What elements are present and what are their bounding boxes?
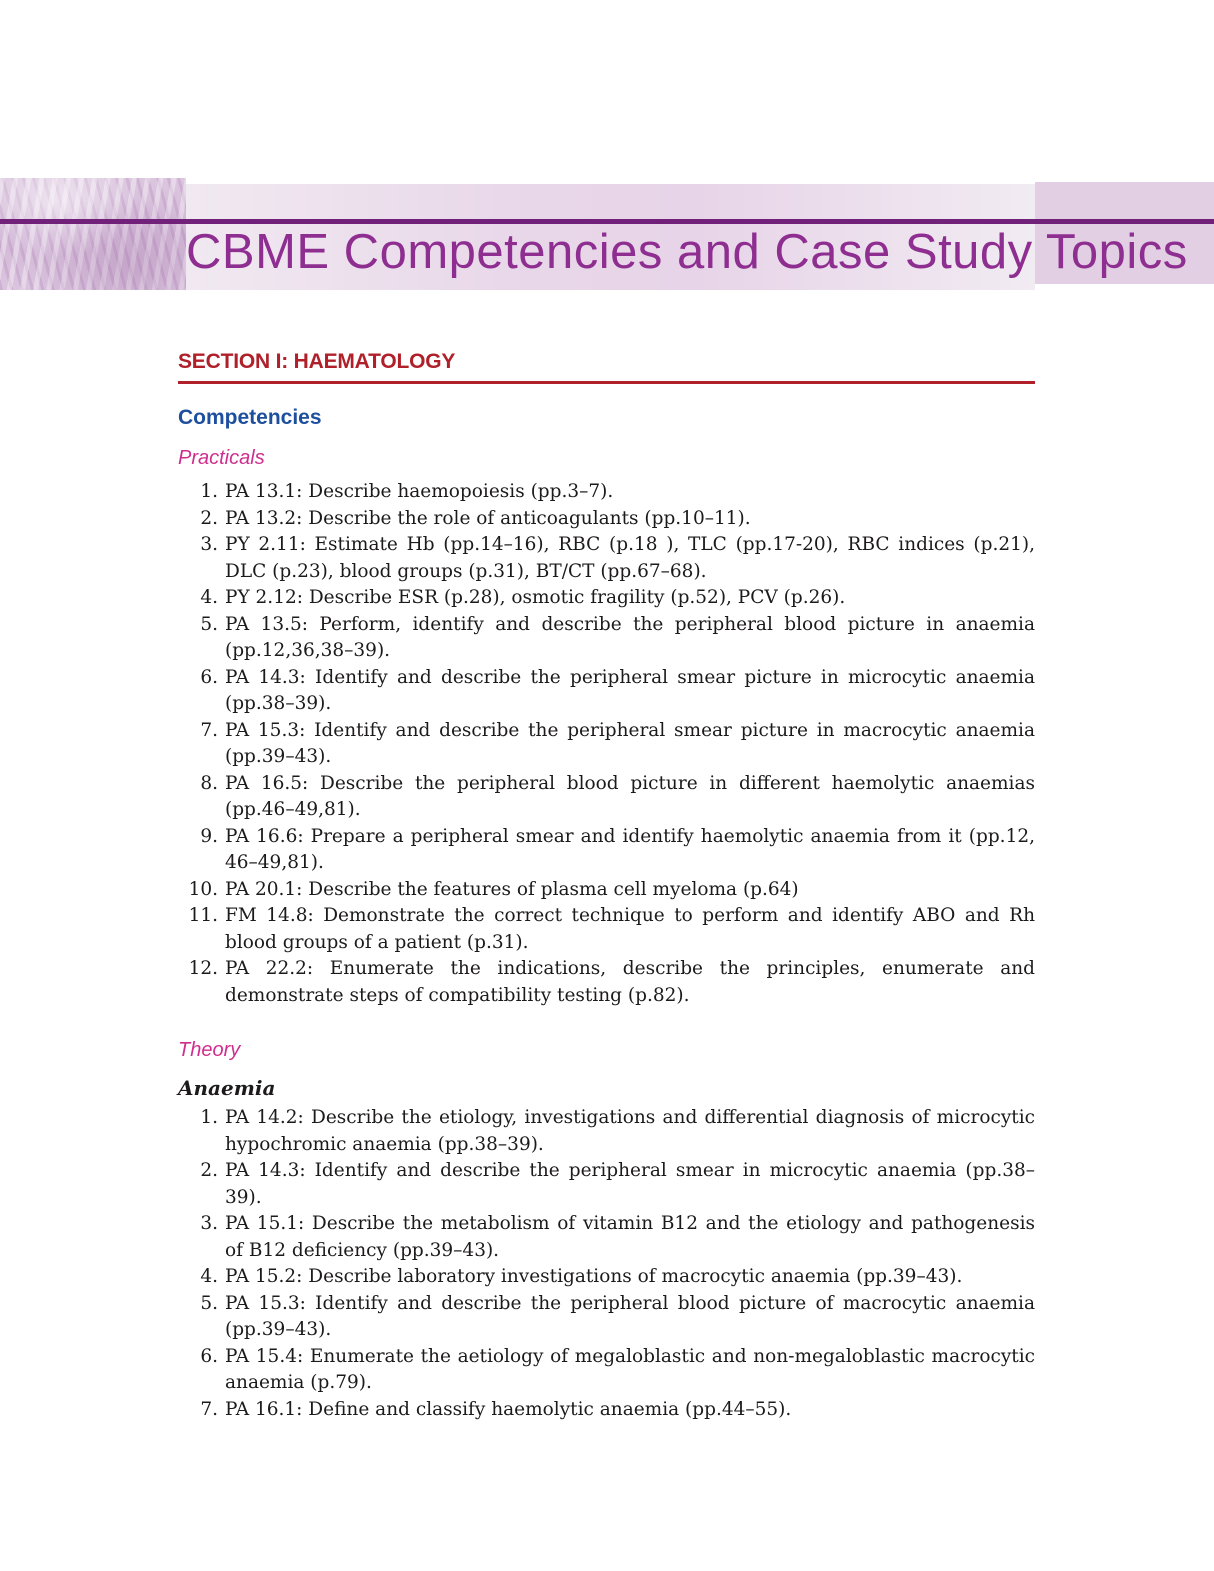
- list-item-number: 8.: [200, 772, 218, 794]
- list-item-text: PA 15.2: Describe laboratory investigations of macrocytic anaemia (pp.39–43).: [225, 1266, 963, 1287]
- list-item-text: PA 13.1: Describe haemopoiesis (pp.3–7).: [225, 481, 614, 502]
- list-item-number: 10.: [188, 878, 218, 900]
- competencies-heading: Competencies: [178, 406, 322, 429]
- list-item: [178, 1105, 1035, 1158]
- list-item: [178, 824, 1035, 877]
- list-item-text: PA 13.2: Describe the role of anticoagulants (pp.10–11).: [225, 507, 751, 529]
- list-item-text: PY 2.12: Describe ESR (p.28), osmotic fragility (p.52), PCV (p.26).: [225, 587, 846, 608]
- practicals-heading: Practicals: [178, 447, 265, 469]
- list-item: [178, 1291, 1035, 1344]
- list-item: [178, 718, 1035, 771]
- list-item-text: PA 20.1: Describe the features of plasma cell myeloma (p.64): [225, 878, 799, 900]
- list-item-number: 5.: [200, 613, 218, 635]
- list-item-text: PA 14.3: Identify and describe the peripheral smear picture in microcytic anaemia (pp.38–39).: [225, 666, 1035, 714]
- list-item: [178, 1211, 1035, 1264]
- list-item-text: PA 16.5: Describe the peripheral blood picture in different haemolytic anaemias (pp.46–49,81).: [225, 772, 1035, 820]
- list-item-text: PA 15.4: Enumerate the aetiology of megaloblastic and non-megaloblastic macrocytic anaemia (p.79).: [225, 1345, 1035, 1393]
- list-item: [178, 479, 1035, 506]
- section-heading: SECTION I: HAEMATOLOGY: [178, 350, 1035, 384]
- banner-horizontal-rule: [0, 219, 1214, 224]
- list-item: [178, 771, 1035, 824]
- list-item-number: 6.: [200, 666, 218, 688]
- list-item-text: PY 2.11: Estimate Hb (pp.14–16), RBC (p.18 ), TLC (pp.17-20), RBC indices (p.21), DLC (p.23), blood groups (p.31), BT/CT (pp.67–68).: [225, 534, 1035, 582]
- banner-marble-texture: [0, 178, 186, 290]
- list-item-text: PA 16.1: Define and classify haemolytic anaemia (pp.44–55).: [225, 1398, 792, 1420]
- list-item-text: PA 15.1: Describe the metabolism of vitamin B12 and the etiology and pathogenesis of B12 deficiency (pp.39–43).: [225, 1213, 1035, 1261]
- list-item-number: 7.: [200, 1398, 218, 1420]
- theory-heading: Theory: [178, 1039, 241, 1061]
- list-item-number: 2.: [200, 507, 218, 529]
- header-banner: [0, 178, 1214, 290]
- list-item-number: 4.: [200, 587, 218, 608]
- list-item-number: 1.: [200, 1107, 218, 1128]
- list-item-number: 9.: [200, 825, 218, 847]
- list-item-text: PA 14.3: Identify and describe the peripheral smear in microcytic anaemia (pp.38–39).: [225, 1160, 1035, 1208]
- list-item: [178, 877, 1035, 904]
- list-item-number: 3.: [200, 1213, 218, 1234]
- list-item: [178, 1158, 1035, 1211]
- list-item-text: PA 16.6: Prepare a peripheral smear and identify haemolytic anaemia from it (pp.12, 46–49,81).: [225, 825, 1035, 873]
- list-item-text: PA 15.3: Identify and describe the peripheral blood picture of macrocytic anaemia (pp.39–43).: [225, 1292, 1035, 1340]
- list-item: [178, 956, 1035, 1009]
- page-title: CBME Competencies and Case Study Topics: [186, 225, 1188, 279]
- list-item-number: 5.: [200, 1292, 218, 1314]
- list-item-text: PA 22.2: Enumerate the indications, describe the principles, enumerate and demonstrate steps of compatibility testing (p.82).: [225, 958, 1035, 1006]
- list-item: [178, 612, 1035, 665]
- practicals-list: [178, 479, 1035, 1009]
- list-item-number: 4.: [200, 1266, 218, 1287]
- list-item-text: FM 14.8: Demonstrate the correct technique to perform and identify ABO and Rh blood groups of a patient (p.31).: [225, 905, 1035, 953]
- list-item-number: 2.: [200, 1160, 218, 1181]
- list-item-number: 12.: [188, 958, 218, 979]
- list-item-text: PA 15.3: Identify and describe the peripheral smear picture in macrocytic anaemia (pp.39–43).: [225, 719, 1035, 767]
- page-content: [178, 350, 1035, 1423]
- list-item: [178, 665, 1035, 718]
- list-item-text: PA 14.2: Describe the etiology, investigations and differential diagnosis of microcytic hypochromic anaemia (pp.38–39).: [225, 1107, 1035, 1155]
- list-item-text: PA 13.5: Perform, identify and describe the peripheral blood picture in anaemia (pp.12,36,38–39).: [225, 613, 1035, 661]
- list-item-number: 7.: [200, 719, 218, 741]
- list-item: [178, 506, 1035, 533]
- theory-anaemia-list: [178, 1105, 1035, 1423]
- list-item-number: 11.: [188, 905, 218, 926]
- list-item: [178, 585, 1035, 612]
- list-item: [178, 1344, 1035, 1397]
- list-item: [178, 1264, 1035, 1291]
- list-item: [178, 903, 1035, 956]
- list-item: [178, 532, 1035, 585]
- list-item-number: 1.: [200, 481, 218, 502]
- list-item: [178, 1397, 1035, 1424]
- list-item-number: 6.: [200, 1345, 218, 1367]
- anaemia-heading: Anaemia: [178, 1076, 276, 1100]
- list-item-number: 3.: [200, 534, 218, 555]
